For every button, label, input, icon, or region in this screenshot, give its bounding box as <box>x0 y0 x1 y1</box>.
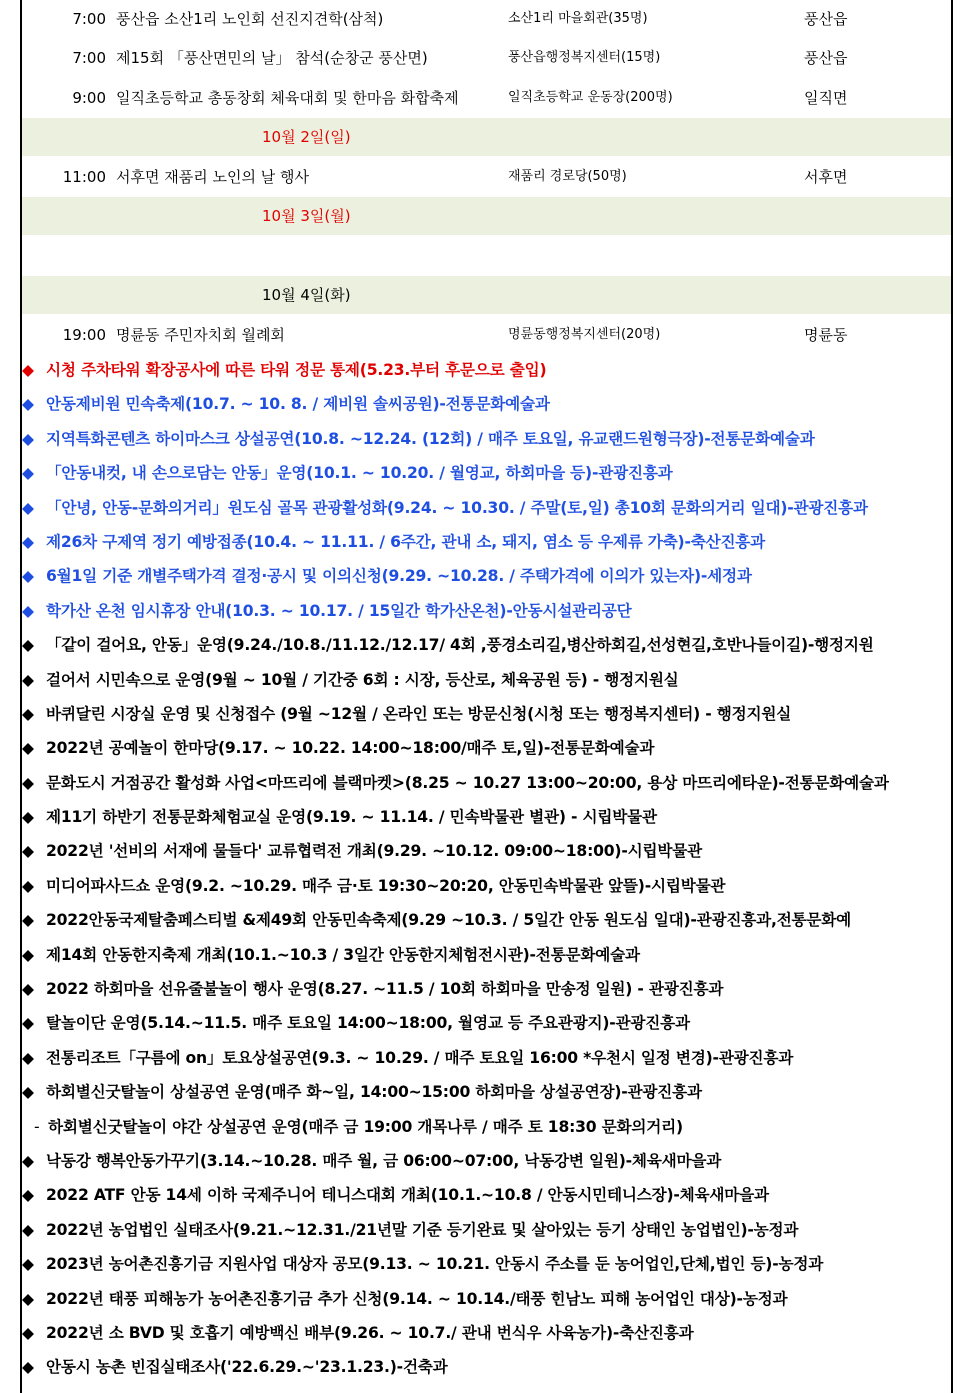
notice-item <box>22 1282 958 1316</box>
event-place: 소산1리 마을회관(35명) <box>508 11 648 26</box>
date-header <box>22 276 951 314</box>
notice-text: 2022 하회마을 선유줄불놀이 행사 운영(8.27. ~11.5 / 10회 하회마을 만송정 일원) - 관광진흥과 <box>46 980 724 999</box>
notice-item <box>22 938 958 972</box>
notice-text: 탈놀이단 운영(5.14.~11.5. 매주 토요일 14:00~18:00, 월영교 등 주요관광지)-관광진흥과 <box>46 1014 690 1033</box>
notice-text: 안동시 농촌 빈집실태조사('22.6.29.~'23.1.23.)-건축과 <box>46 1358 448 1377</box>
notice-item <box>22 903 958 937</box>
notice-text: 걸어서 시민속으로 운영(9월 ~ 10월 / 기간중 6회 : 시장, 등산로, 체육공원 등) - 행정지원실 <box>46 670 679 689</box>
event-title: 풍산읍 소산1리 노인회 선진지견학(삼척) <box>116 10 384 28</box>
schedule-row <box>22 158 951 196</box>
event-title: 제15회 「풍산면민의 날」 참석(순창군 풍산면) <box>116 49 428 67</box>
event-dept: 서후면 <box>804 168 848 186</box>
notice-item <box>22 1178 958 1212</box>
date-header <box>22 197 951 235</box>
notice-item <box>22 594 958 628</box>
notice-item <box>22 1006 958 1040</box>
diamond-bullet-icon: ◆ <box>22 1358 34 1377</box>
date-label: 10월 3일(월) <box>262 207 351 225</box>
event-dept: 풍산읍 <box>804 10 848 28</box>
notice-item <box>22 387 958 421</box>
notice-item <box>22 1144 958 1178</box>
notice-item <box>22 731 958 765</box>
diamond-bullet-icon: ◆ <box>22 1323 34 1342</box>
diamond-bullet-icon: ◆ <box>22 808 34 827</box>
notice-text: 2022년 태풍 피해농가 농어촌진흥기금 추가 신청(9.14. ~ 10.14./태풍 힌남노 피해 농어업인 대상)-농정과 <box>46 1289 788 1308</box>
diamond-bullet-icon: ◆ <box>22 1220 34 1239</box>
notice-item <box>22 1316 958 1350</box>
notice-item <box>22 766 958 800</box>
schedule-row <box>22 79 951 117</box>
notice-item <box>22 628 958 662</box>
notice-text: 2022년 농업법인 실태조사(9.21.~12.31./21년말 기준 등기완료 및 살아있는 등기 상태인 농업법인)-농정과 <box>46 1220 799 1239</box>
diamond-bullet-icon: ◆ <box>22 464 34 483</box>
event-dept: 풍산읍 <box>804 49 848 67</box>
notice-text: 지역특화콘텐츠 하이마스크 상설공연(10.8. ~12.24. (12회) / 매주 토요일, 유교랜드원형극장)-전통문화예술과 <box>46 429 815 448</box>
notice-text: 2022년 소 BVD 및 호흡기 예방백신 배부(9.26. ~ 10.7./ 관내 번식우 사육농가)-축산진흥과 <box>46 1323 694 1342</box>
event-time: 11:00 <box>62 168 106 186</box>
notice-item <box>22 1350 958 1384</box>
notice-item <box>22 697 958 731</box>
diamond-bullet-icon: ◆ <box>22 1083 34 1102</box>
diamond-bullet-icon: - <box>34 1117 40 1136</box>
schedule-row <box>22 39 951 77</box>
notice-text: 「안녕, 안동-문화의거리」원도심 골목 관광활성화(9.24. ~ 10.30. / 주말(토,일) 총10회 문화의거리 일대)-관광진흥과 <box>46 498 868 517</box>
notice-item <box>22 491 958 525</box>
event-time: 9:00 <box>72 89 106 107</box>
date-label: 10월 4일(화) <box>262 286 351 304</box>
diamond-bullet-icon: ◆ <box>22 704 34 723</box>
diamond-bullet-icon: ◆ <box>22 1151 34 1170</box>
event-title: 일직초등학교 총동창회 체육대회 및 한마음 화합축제 <box>116 89 459 107</box>
notice-item <box>22 869 958 903</box>
notice-text: 2022년 공예놀이 한마당(9.17. ~ 10.22. 14:00~18:00/매주 토,일)-전통문화예술과 <box>46 739 655 758</box>
date-header <box>22 118 951 156</box>
diamond-bullet-icon: ◆ <box>22 739 34 758</box>
notice-text: 2022 ATF 안동 14세 이하 국제주니어 테니스대회 개최(10.1.~10.8 / 안동시민테니스장)-체육새마을과 <box>46 1186 769 1205</box>
diamond-bullet-icon: ◆ <box>22 636 34 655</box>
notice-item <box>22 834 958 868</box>
diamond-bullet-icon: ◆ <box>22 429 34 448</box>
event-title: 명륜동 주민자치회 월례회 <box>116 326 285 344</box>
notice-text: 시청 주차타워 확장공사에 따른 타워 정문 통제(5.23.부터 후문으로 출입) <box>46 361 547 379</box>
diamond-bullet-icon: ◆ <box>22 567 34 586</box>
notice-text: 학가산 온천 임시휴장 안내(10.3. ~ 10.17. / 15일간 학가산온천)-안동시설관리공단 <box>46 601 632 620</box>
notice-list <box>22 353 958 1385</box>
notice-item <box>22 1041 958 1075</box>
notice-text: 바퀴달린 시장실 운영 및 신청접수 (9월 ~12월 / 온라인 또는 방문신청(시청 또는 행정복지센터) - 행정지원실 <box>46 704 792 723</box>
notice-text: 미디어파사드쇼 운영(9.2. ~10.29. 매주 금·토 19:30~20:20, 안동민속박물관 앞뜰)-시립박물관 <box>46 876 726 895</box>
event-title: 서후면 재품리 노인의 날 행사 <box>116 168 309 186</box>
notice-text: 「같이 걸어요, 안동」운영(9.24./10.8./11.12./12.17/ 4회 ,풍경소리길,병산하회길,선성현길,호반나들이길)-행정지원 <box>46 636 874 655</box>
event-dept: 명륜동 <box>804 326 848 344</box>
notice-item <box>22 1075 958 1109</box>
notice-item <box>22 1247 958 1281</box>
notice-text: 전통리조트「구름에 on」토요상설공연(9.3. ~ 10.29. / 매주 토요일 16:00 *우천시 일정 변경)-관광진흥과 <box>46 1048 794 1067</box>
notice-item <box>22 456 958 490</box>
diamond-bullet-icon: ◆ <box>22 911 34 930</box>
diamond-bullet-icon: ◆ <box>22 842 34 861</box>
diamond-bullet-icon: ◆ <box>22 1048 34 1067</box>
notice-item <box>22 972 958 1006</box>
notice-item <box>22 559 958 593</box>
event-place: 풍산읍행정복지센터(15명) <box>508 50 661 65</box>
notice-text: 하회별신굿탈놀이 상설공연 운영(매주 화~일, 14:00~15:00 하회마을 상설공연장)-관광진흥과 <box>46 1083 702 1102</box>
diamond-bullet-icon: ◆ <box>22 601 34 620</box>
diamond-bullet-icon: ◆ <box>22 532 34 551</box>
notice-text: 2023년 농어촌진흥기금 지원사업 대상자 공모(9.13. ~ 10.21. 안동시 주소를 둔 농어업인,단체,법인 등)-농정과 <box>46 1255 824 1274</box>
notice-text: 2022안동국제탈춤페스티벌 &제49회 안동민속축제(9.29 ~10.3. / 5일간 안동 원도심 일대)-관광진흥과,전통문화예 <box>46 911 852 930</box>
diamond-bullet-icon: ◆ <box>22 1186 34 1205</box>
diamond-bullet-icon: ◆ <box>22 498 34 517</box>
notice-item <box>22 422 958 456</box>
notice-text: 하회별신굿탈놀이 야간 상설공연 운영(매주 금 19:00 개목나루 / 매주 토 18:30 문화의거리) <box>48 1117 683 1136</box>
notice-item <box>22 1213 958 1247</box>
diamond-bullet-icon: ◆ <box>22 670 34 689</box>
diamond-bullet-icon: ◆ <box>22 395 34 414</box>
notice-text: 안동제비원 민속축제(10.7. ~ 10. 8. / 제비원 솔씨공원)-전통문화예술과 <box>46 395 550 414</box>
event-place: 명륜동행정복지센터(20명) <box>508 327 661 342</box>
diamond-bullet-icon: ◆ <box>22 945 34 964</box>
diamond-bullet-icon: ◆ <box>22 361 34 379</box>
notice-item <box>22 800 958 834</box>
diamond-bullet-icon: ◆ <box>22 773 34 792</box>
event-dept: 일직면 <box>804 89 848 107</box>
schedule-row <box>22 316 951 354</box>
notice-item <box>22 663 958 697</box>
notice-item <box>22 353 958 387</box>
notice-text: 2022년 '선비의 서재에 물들다' 교류협력전 개최(9.29. ~10.12. 09:00~18:00)-시립박물관 <box>46 842 702 861</box>
notice-text: 낙동강 행복안동가꾸기(3.14.~10.28. 매주 월, 금 06:00~07:00, 낙동강변 일원)-체육새마을과 <box>46 1151 722 1170</box>
event-time: 7:00 <box>72 49 106 67</box>
diamond-bullet-icon: ◆ <box>22 980 34 999</box>
diamond-bullet-icon: ◆ <box>22 1255 34 1274</box>
notice-text: 6월1일 기준 개별주택가격 결정·공시 및 이의신청(9.29. ~10.28. / 주택가격에 이의가 있는자)-세정과 <box>46 567 752 586</box>
date-label: 10월 2일(일) <box>262 128 351 146</box>
notice-subitem <box>22 1110 958 1144</box>
event-time: 7:00 <box>72 10 106 28</box>
schedule-row <box>22 0 951 38</box>
diamond-bullet-icon: ◆ <box>22 876 34 895</box>
notice-item <box>22 525 958 559</box>
event-place: 재품리 경로당(50명) <box>508 169 627 184</box>
notice-text: 제11기 하반기 전통문화체험교실 운영(9.19. ~ 11.14. / 민속박물관 별관) - 시립박물관 <box>46 808 657 827</box>
event-time: 19:00 <box>62 326 106 344</box>
notice-text: 제14회 안동한지축제 개최(10.1.~10.3 / 3일간 안동한지체험전시관)-전통문화예술과 <box>46 945 640 964</box>
notice-text: 「안동내컷, 내 손으로담는 안동」운영(10.1. ~ 10.20. / 월영교, 하회마을 등)-관광진흥과 <box>46 464 673 483</box>
event-place: 일직초등학교 운동장(200명) <box>508 90 673 105</box>
notice-text: 제26차 구제역 정기 예방접종(10.4. ~ 11.11. / 6주간, 관내 소, 돼지, 염소 등 우제류 가축)-축산진흥과 <box>46 532 766 551</box>
notice-text: 문화도시 거점공간 활성화 사업<마뜨리에 블랙마켓>(8.25 ~ 10.27 13:00~20:00, 용상 마뜨리에타운)-전통문화예술과 <box>46 773 889 792</box>
diamond-bullet-icon: ◆ <box>22 1014 34 1033</box>
diamond-bullet-icon: ◆ <box>22 1289 34 1308</box>
